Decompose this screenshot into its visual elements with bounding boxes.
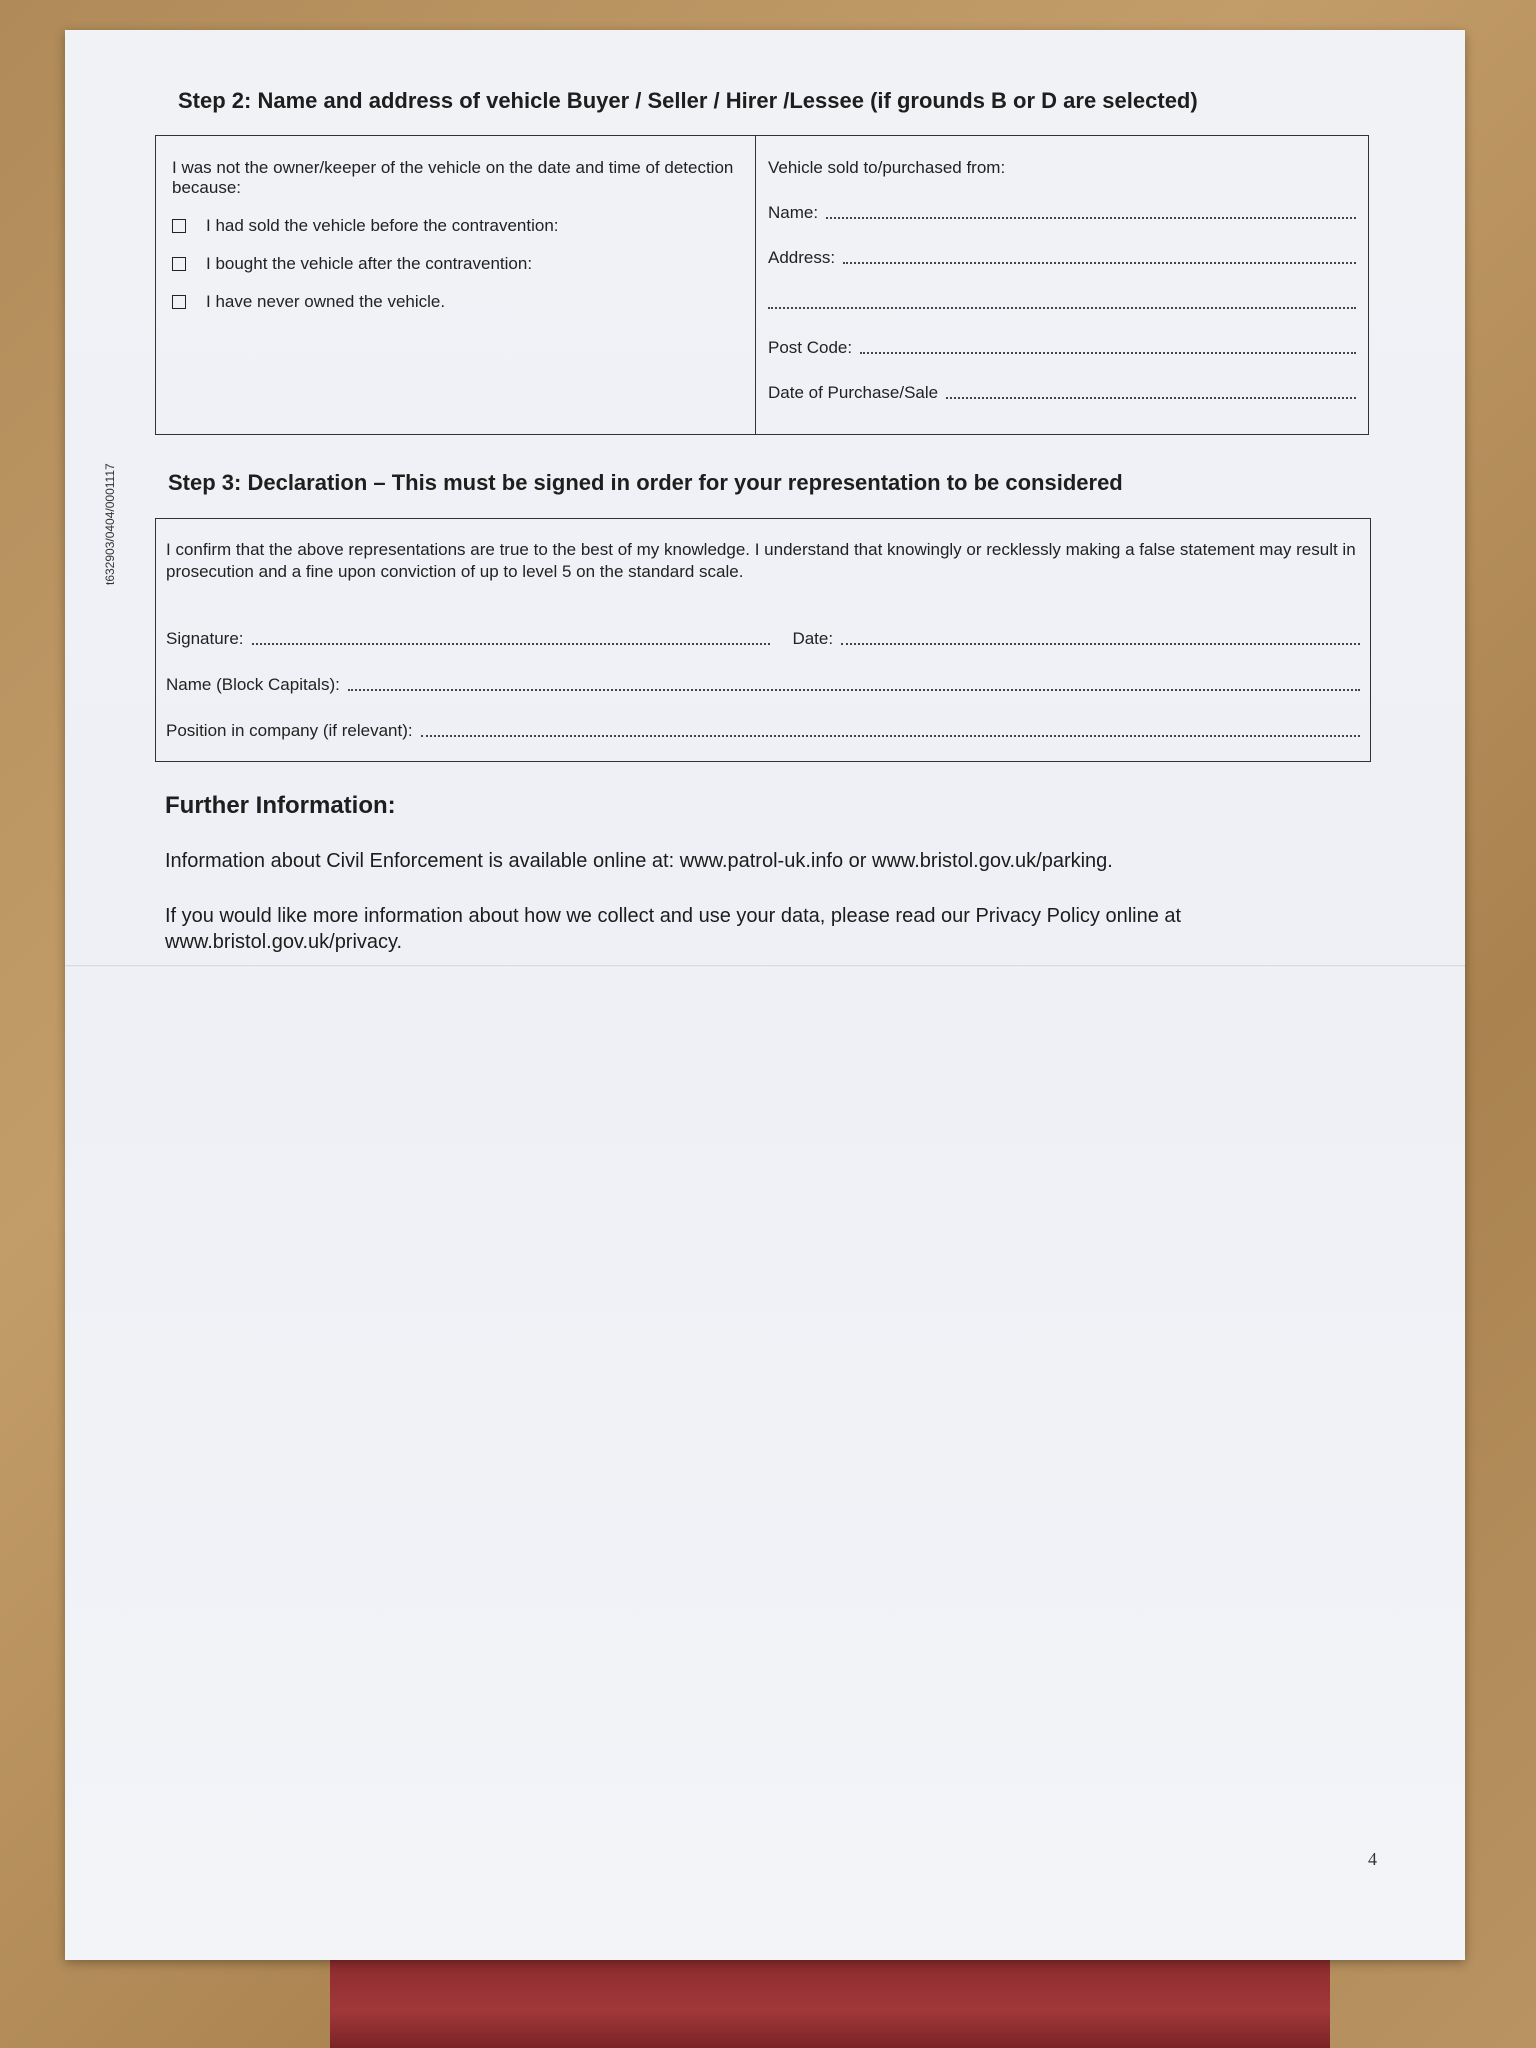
page-number: 4 [1368, 1849, 1377, 1869]
page-fold [65, 965, 1465, 968]
further-info-para-2: If you would like more information about how we collect and use your data, please read our Privacy Policy online at www.bristol.gov.uk/privacy. [165, 905, 1182, 953]
buyer-name-line[interactable] [826, 217, 1356, 219]
vehicle-sold-heading-text: Vehicle sold to/purchased from: [768, 158, 1006, 177]
buyer-address-label: Address: [768, 248, 836, 267]
position-row [166, 695, 1360, 741]
form-page [65, 30, 1465, 1960]
further-info-title: Further Information: [165, 792, 396, 819]
buyer-address-field[interactable] [768, 223, 1356, 268]
buyer-address-line-2[interactable] [768, 268, 1356, 313]
purchase-date-line[interactable] [946, 397, 1356, 399]
option-bought[interactable] [172, 254, 739, 274]
purchase-date-field[interactable] [768, 358, 1356, 403]
step2-contact [756, 136, 1368, 434]
step2-intro: I was not the owner/keeper of the vehicle on the date and time of detection because: [172, 158, 734, 197]
date-line[interactable] [841, 643, 1360, 645]
position-line[interactable] [421, 735, 1360, 737]
block-name-line[interactable] [348, 689, 1360, 691]
buyer-postcode-label: Post Code: [768, 338, 853, 357]
buyer-address-line-2-dots[interactable] [768, 307, 1356, 309]
checkbox-never-owned[interactable] [172, 295, 186, 309]
signature-date-row [166, 603, 1360, 649]
further-info-para-1: Information about Civil Enforcement is available online at: www.patrol-uk.info or www.bristol.gov.uk/parking. [165, 850, 1113, 872]
side-reference-code: t632903/0404/0001117 [103, 463, 117, 585]
step2-title: Step 2: Name and address of vehicle Buyer / Seller / Hirer /Lessee (if grounds B or D are selected) [178, 88, 1198, 113]
step2-reasons [156, 136, 756, 434]
buyer-address-line[interactable] [843, 262, 1356, 264]
red-fabric-background [330, 1955, 1330, 2048]
block-name-row [166, 649, 1360, 695]
buyer-name-label: Name: [768, 203, 819, 222]
declaration-box [155, 518, 1371, 762]
option-never-owned[interactable] [172, 292, 739, 312]
option-sold[interactable] [172, 216, 739, 236]
signature-line[interactable] [252, 643, 771, 645]
date-label: Date: [792, 629, 834, 648]
buyer-name-field[interactable] [768, 178, 1356, 223]
position-label: Position in company (if relevant): [166, 721, 413, 740]
option-bought-label: I bought the vehicle after the contravention: [206, 254, 533, 273]
declaration-text: I confirm that the above representations are true to the best of my knowledge. I understand that knowingly or recklessly making a false statement may result in prosecution and a fine upon conviction of up to level 5 on the standard scale. [166, 540, 1356, 581]
step3-title: Step 3: Declaration – This must be signed in order for your representation to be considered [168, 470, 1123, 495]
purchase-date-label: Date of Purchase/Sale [768, 383, 939, 402]
checkbox-sold[interactable] [172, 219, 186, 233]
block-name-label: Name (Block Capitals): [166, 675, 340, 694]
checkbox-bought[interactable] [172, 257, 186, 271]
option-never-owned-label: I have never owned the vehicle. [206, 292, 446, 311]
option-sold-label: I had sold the vehicle before the contravention: [206, 216, 559, 235]
step2-box [155, 135, 1369, 435]
vehicle-sold-heading [768, 156, 1356, 178]
buyer-postcode-field[interactable] [768, 313, 1356, 358]
signature-label: Signature: [166, 629, 244, 648]
buyer-postcode-line[interactable] [860, 352, 1356, 354]
